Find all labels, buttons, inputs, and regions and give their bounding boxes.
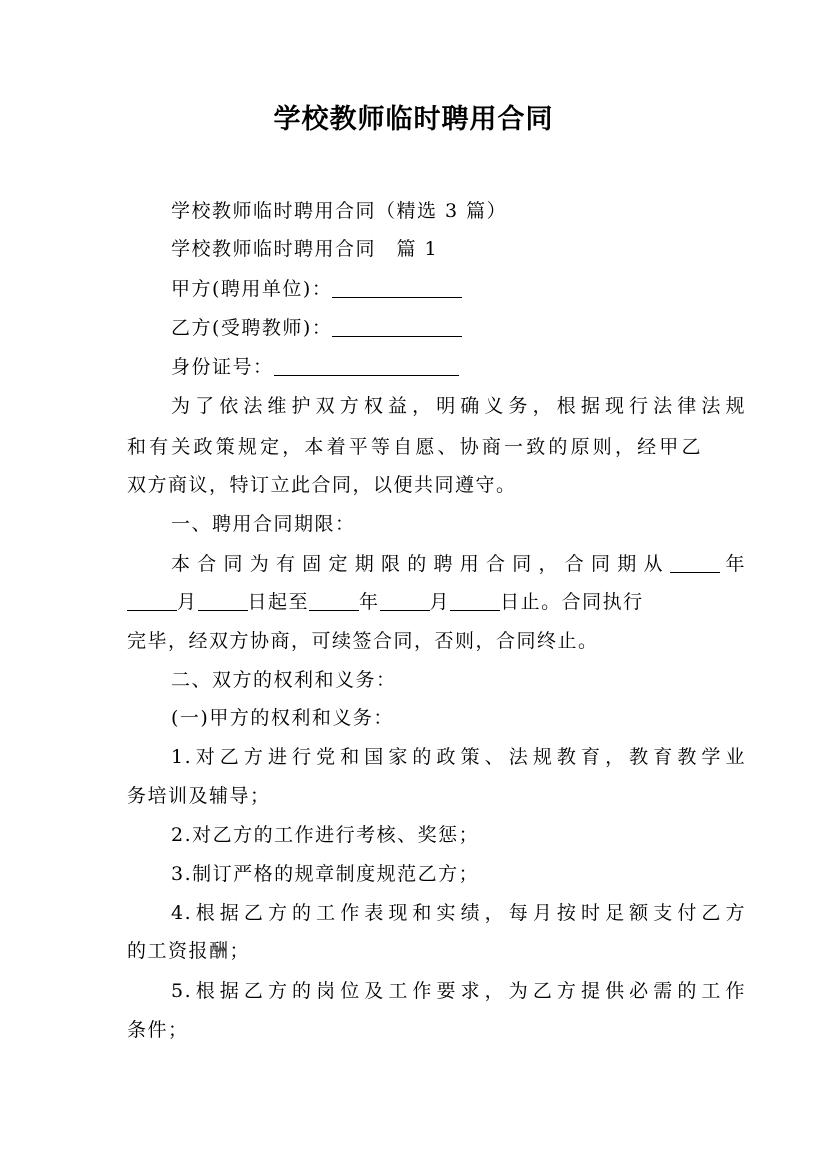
term-end-day-blank [450,591,500,611]
term-text: 本合同为有固定期限的聘用合同，合同期从 [171,553,670,575]
item-3: 3.制订严格的规章制度规范乙方； [171,863,480,885]
term-end-year-label: 年 [359,591,380,613]
item-4-line-2: 的工资报酬； [127,940,251,962]
term-end-month-blank [380,591,430,611]
party-b-blank [332,317,462,337]
term-end-year-blank [309,591,359,611]
id-blank [274,356,459,376]
term-end-label: 日止。合同执行 [500,591,644,613]
party-a-label: 甲方(聘用单位)： [171,278,333,300]
term-year-label: 年 [719,553,746,575]
item-2: 2.对乙方的工作进行考核、奖惩； [171,824,480,846]
item-1-line-2: 务培训及辅导； [127,785,271,807]
piece-heading: 学校教师临时聘用合同 篇 1 [171,238,439,260]
term-line-3: 完毕，经双方协商，可续签合同，否则，合同终止。 [127,630,599,652]
party-a-line [127,270,746,308]
party-b-line [127,309,746,347]
term-start-month-blank [127,591,177,611]
intro-line-3: 双方商议，特订立此合同，以便共同遵守。 [127,474,517,496]
item-1-line-1: 1.对乙方进行党和国家的政策、法规教育，教育教学业 [171,746,746,768]
term-end-month-label: 月 [429,591,451,613]
term-from-label: 日起至 [247,591,310,613]
party-a-blank [332,278,462,298]
intro-line-1: 为了依法维护双方权益，明确义务，根据现行法律法规 [171,395,746,417]
term-month-label: 月 [177,591,198,613]
section-1-heading: 一、聘用合同期限： [171,513,356,535]
document-title: 学校教师临时聘用合同 [273,104,554,135]
item-5-line-2: 条件； [127,1019,189,1041]
term-start-day-blank [198,591,248,611]
subsection-1-heading: (一)甲方的权利和义务： [171,707,394,729]
term-start-year-blank [670,553,720,573]
term-line-2 [127,583,702,621]
id-line [127,348,746,386]
item-5-line-1: 5.根据乙方的岗位及工作要求，为乙方提供必需的工作 [171,980,746,1002]
subtitle: 学校教师临时聘用合同（精选 3 篇） [171,200,508,222]
item-4-line-1: 4.根据乙方的工作表现和实绩，每月按时足额支付乙方 [171,902,746,924]
id-label: 身份证号： [171,356,274,378]
section-2-heading: 二、双方的权利和义务： [171,669,397,691]
party-b-label: 乙方(受聘教师)： [171,317,333,339]
intro-line-2: 和有关政策规定，本着平等自愿、协商一致的原则，经甲乙 [127,436,702,458]
term-line-1 [127,545,746,583]
